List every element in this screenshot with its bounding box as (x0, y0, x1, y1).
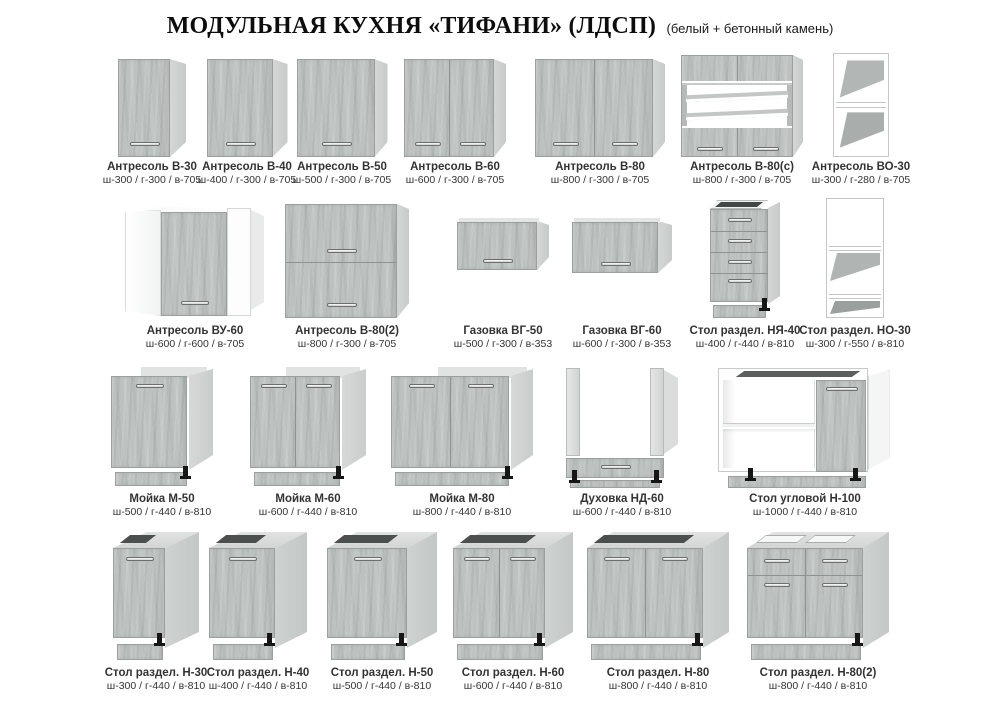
cabinet-illustration (327, 532, 437, 662)
cabinet-side-panel (170, 57, 186, 157)
cabinet-front (404, 59, 494, 157)
door-handle (261, 384, 287, 388)
item-name: Стол раздел. Н-60 (461, 667, 565, 679)
item-name: Стол раздел. Н-80(2) (759, 667, 877, 679)
cabinet-front (209, 548, 275, 638)
right-panel (227, 208, 251, 316)
item-name: Стол раздел. Н-30 (104, 667, 208, 679)
item-name: Антресоль В-80(2) (295, 325, 399, 337)
cabinet-illustration (111, 366, 213, 488)
item-name: Антресоль В-80(с) (690, 161, 794, 173)
open-shelf-area (682, 85, 792, 126)
cabinet-front (535, 59, 653, 157)
cabinet-side-panel (342, 366, 366, 470)
shelf (836, 102, 886, 108)
corner-door (161, 212, 227, 316)
lower-doors (682, 126, 792, 156)
door-handle (483, 259, 513, 263)
door-handle (226, 142, 256, 146)
plinth (117, 644, 163, 660)
door-handle (130, 142, 160, 146)
door-divider (499, 549, 500, 637)
item-caption (776, 160, 946, 187)
item-dims: ш-600 / г-440 / в-810 (258, 506, 358, 518)
item-dims: ш-500 / г-440 / в-810 (332, 680, 432, 692)
cabinet-illustration (718, 368, 893, 488)
door-handle (764, 583, 790, 587)
door-handle (322, 142, 352, 146)
item-name: Антресоль В-60 (410, 161, 500, 173)
door-handle (460, 142, 486, 146)
page-subtitle: (белый + бетонный камень) (666, 21, 834, 36)
door-handle (327, 249, 357, 253)
item-name: Стол раздел. Н-50 (330, 667, 434, 679)
item-name: Антресоль В-50 (297, 161, 387, 173)
door-handle (601, 262, 631, 266)
item-name: Стол раздел. Н-40 (206, 667, 310, 679)
cabinet-side-panel (768, 202, 780, 304)
cabinet-front (297, 59, 375, 157)
door-handle (510, 557, 536, 561)
cabinet-leg-foot (534, 643, 545, 646)
door-handle (604, 557, 630, 561)
cabinet-illustration (572, 218, 672, 273)
left-panel (125, 210, 161, 316)
cabinet-front (391, 376, 509, 468)
cabinet-leg-foot (692, 643, 703, 646)
cabinet-side-panel (511, 366, 533, 470)
door-handle (728, 239, 752, 243)
top-opening (460, 535, 536, 543)
cabinet-side-panel (275, 532, 307, 648)
cabinet-side-panel (545, 532, 573, 648)
door-handle (601, 465, 631, 469)
cabinet-side-panel (494, 57, 506, 157)
item-dims: ш-800 / г-300 / в-705 (692, 174, 792, 186)
cabinet-leg-foot (396, 643, 407, 646)
cabinet-front (457, 222, 537, 270)
door-handle (136, 384, 164, 388)
item-dims: ш-600 / г-440 / в-810 (463, 680, 563, 692)
item-dims: ш-800 / г-440 / в-810 (412, 506, 512, 518)
cabinet-illustration (250, 366, 366, 488)
door-handle (826, 387, 858, 391)
cabinet-illustration (747, 532, 889, 662)
cabinet-illustration (391, 366, 533, 488)
cabinet-leg-foot (154, 643, 165, 646)
cabinet-leg-foot (759, 308, 770, 311)
plinth (213, 644, 273, 660)
cabinet-side-panel (273, 57, 288, 157)
cabinet-side-panel (165, 532, 199, 648)
door-handle (229, 557, 257, 561)
plinth (254, 472, 340, 486)
plinth (395, 472, 509, 486)
cabinet-side-panel (793, 53, 803, 157)
item-name: Мойка М-50 (129, 493, 195, 505)
cabinet-front (111, 376, 187, 468)
cabinet-illustration (209, 532, 307, 662)
cabinet-side-panel (653, 57, 665, 157)
item-name: Стол угловой Н-100 (749, 493, 861, 505)
item-name: Антресоль В-30 (107, 161, 197, 173)
bottom-drawer (566, 458, 664, 478)
item-dims: ш-400 / г-440 / в-810 (695, 338, 795, 350)
cabinet-illustration (535, 57, 665, 157)
door-handle (409, 384, 435, 388)
door-handle (464, 557, 490, 561)
door-handle (753, 147, 779, 151)
item-dims: ш-600 / г-300 / в-705 (405, 174, 505, 186)
item-name: Мойка М-80 (429, 493, 495, 505)
door-handle (764, 559, 790, 563)
door-handle (126, 557, 154, 561)
drawer-divider (711, 231, 767, 232)
cabinet-illustration (453, 532, 573, 662)
item-dims: ш-800 / г-300 / в-705 (297, 338, 397, 350)
door-divider (737, 56, 738, 81)
plinth (570, 480, 660, 488)
cabinet-side-panel (251, 210, 264, 310)
door-divider (449, 60, 450, 156)
cabinet-front (681, 55, 793, 157)
cabinet-leg-foot (651, 480, 662, 483)
plinth (331, 644, 405, 660)
item-caption (377, 492, 547, 519)
item-caption (573, 666, 743, 693)
drawer-divider (711, 273, 767, 274)
cabinet-illustration (710, 200, 780, 318)
cabinet-front (327, 548, 407, 638)
top-opening (735, 371, 860, 377)
item-caption (770, 324, 940, 351)
cabinet-leg-foot (333, 476, 344, 479)
item-dims: ш-800 / г-440 / в-810 (608, 680, 708, 692)
item-dims: ш-500 / г-300 / в-705 (292, 174, 392, 186)
cabinet-front (587, 548, 703, 638)
top-opening (715, 202, 763, 207)
cabinet-illustration (285, 202, 409, 318)
item-dims: ш-500 / г-300 / в-353 (453, 338, 553, 350)
cabinet-leg-foot (502, 476, 513, 479)
item-dims: ш-300 / г-550 / в-810 (805, 338, 905, 350)
upper-doors (682, 56, 792, 83)
cabinet-illustration (207, 57, 288, 157)
door-divider (594, 60, 595, 156)
cabinet-illustration (826, 198, 884, 318)
item-name: Газовка ВГ-60 (582, 325, 662, 337)
door-handle (728, 218, 752, 222)
door-handle (306, 384, 332, 388)
item-dims: ш-300 / г-280 / в-705 (811, 174, 911, 186)
cabinet-side-panel (863, 532, 889, 648)
cabinet-leg-foot (180, 476, 191, 479)
item-caption (110, 324, 280, 351)
item-caption (720, 492, 890, 519)
left-panel (566, 368, 580, 456)
cabinet-side-panel (537, 220, 549, 270)
item-dims: ш-600 / г-440 / в-810 (572, 506, 672, 518)
item-name: Стол раздел. НО-30 (799, 325, 911, 337)
item-name: Антресоль В-80 (555, 161, 645, 173)
cabinet-leg-foot (745, 478, 756, 481)
cabinet-side-panel (189, 366, 213, 470)
door-divider (645, 549, 646, 637)
door-handle (612, 142, 638, 146)
cabinet-illustration (457, 218, 549, 270)
cabinet-front (285, 204, 397, 318)
cabinet-side-panel (703, 532, 729, 648)
item-caption (262, 324, 432, 351)
cabinet-side-panel (664, 370, 678, 454)
door-handle (728, 279, 752, 283)
cabinet-illustration (297, 57, 388, 157)
door-handle (468, 384, 494, 388)
cabinet-illustration (113, 532, 199, 662)
item-name: Газовка ВГ-50 (463, 325, 543, 337)
item-name: Антресоль В-40 (202, 161, 292, 173)
top-opening (594, 535, 694, 543)
plinth (115, 472, 187, 486)
cabinet-leg-foot (852, 643, 863, 646)
door-handle (662, 557, 688, 561)
item-dims: ш-800 / г-440 / в-810 (768, 680, 868, 692)
cabinet-illustration (587, 532, 729, 662)
item-dims: ш-400 / г-440 / в-810 (208, 680, 308, 692)
plinth (751, 644, 861, 660)
cabinet-illustration (681, 53, 803, 157)
item-dims: ш-600 / г-600 / в-705 (145, 338, 245, 350)
door-handle (697, 147, 723, 151)
item-caption (733, 666, 903, 693)
drawer-divider (711, 252, 767, 253)
item-dims: ш-300 / г-440 / в-810 (106, 680, 206, 692)
item-caption (77, 492, 247, 519)
door-handle (415, 142, 441, 146)
shelf (829, 294, 881, 299)
top-opening (334, 535, 398, 543)
door-divider (805, 549, 806, 637)
cabinet-illustration (404, 57, 506, 157)
cabinet-leg-foot (569, 480, 580, 483)
cabinet-side-panel (658, 220, 672, 273)
door-handle (728, 260, 752, 264)
item-dims: ш-400 / г-300 / в-705 (197, 174, 297, 186)
item-name: Антресоль ВУ-60 (146, 325, 244, 337)
item-dims: ш-600 / г-300 / в-353 (572, 338, 672, 350)
cabinet-side-panel (407, 532, 437, 648)
right-panel (650, 368, 664, 456)
door-handle (822, 559, 848, 563)
page-title: МОДУЛЬНАЯ КУХНЯ «ТИФАНИ» (ЛДСП) (166, 13, 657, 39)
item-name: Стол раздел. НЯ-40 (689, 325, 801, 337)
shelf (686, 91, 788, 102)
cabinet-front (747, 548, 863, 638)
door-handle (327, 303, 357, 307)
corner-door (816, 380, 866, 472)
shelf (723, 423, 815, 429)
item-dims: ш-300 / г-300 / в-705 (102, 174, 202, 186)
door-handle (181, 301, 209, 305)
item-name: Стол раздел. Н-80 (606, 667, 710, 679)
plinth (713, 305, 766, 318)
cabinet-leg-foot (850, 478, 861, 481)
door-divider (450, 377, 451, 467)
item-dims: ш-500 / г-440 / в-810 (112, 506, 212, 518)
cabinet-front (710, 209, 768, 302)
cabinet-front (572, 222, 658, 273)
door-divider (737, 128, 738, 156)
cabinet-illustration (566, 366, 678, 488)
page-header (0, 13, 1000, 40)
item-caption (537, 492, 707, 519)
cabinet-front (453, 548, 545, 638)
cabinet-illustration (833, 53, 889, 157)
cabinet-side-panel (375, 57, 388, 157)
shelf (829, 246, 881, 251)
item-dims: ш-800 / г-300 / в-705 (550, 174, 650, 186)
cabinet-side-panel (868, 370, 890, 470)
door-divider (295, 377, 296, 467)
door-divider (286, 262, 396, 263)
item-name: Мойка М-60 (275, 493, 341, 505)
cabinet-leg-foot (264, 643, 275, 646)
cabinet-front (250, 376, 340, 468)
plinth (591, 644, 701, 660)
cabinet-illustration (125, 206, 265, 318)
cabinet-illustration (118, 57, 186, 157)
item-caption (223, 492, 393, 519)
cabinet-side-panel (397, 202, 409, 318)
door-handle (354, 557, 382, 561)
plinth (457, 644, 543, 660)
cabinet-front (113, 548, 165, 638)
item-dims: ш-1000 / г-440 / в-810 (752, 506, 858, 518)
door-handle (553, 142, 579, 146)
cabinet-front (118, 59, 170, 157)
cabinet-front (207, 59, 273, 157)
item-name: Духовка НД-60 (580, 493, 664, 505)
shelf (686, 109, 788, 120)
door-handle (822, 583, 848, 587)
item-name: Антресоль ВО-30 (811, 161, 911, 173)
